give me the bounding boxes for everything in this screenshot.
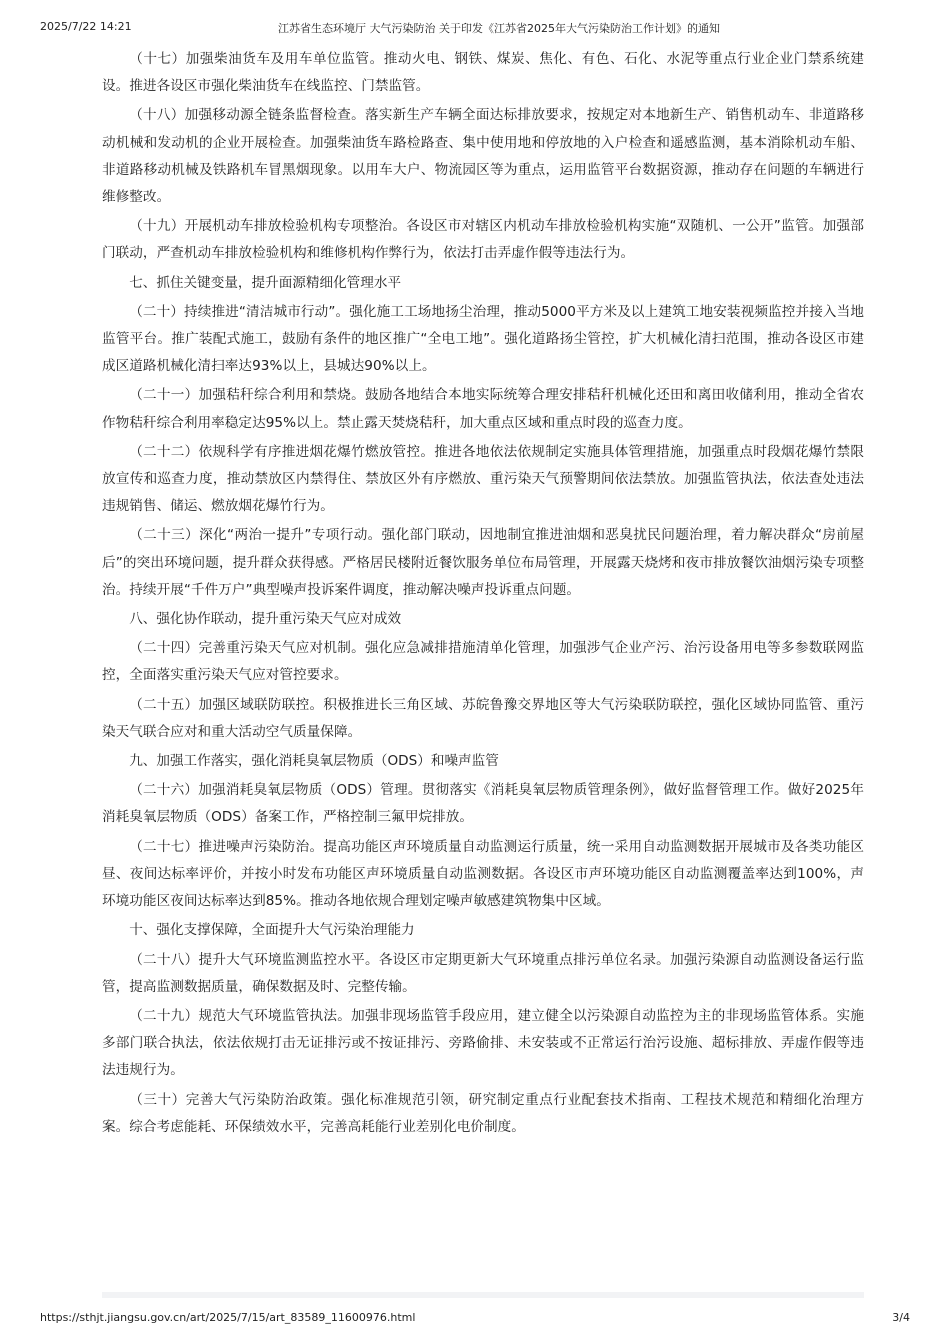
paragraph-22: （二十二）依规科学有序推进烟花爆竹燃放管控。推进各地依法依规制定实施具体管理措施，加强重点时段烟花爆竹禁限放宣传和巡查力度，推动禁放区内禁得住、禁放区外有序燃放、重污染天气预警期间依法禁放。加强监管执法，依法查处违法违规销售、储运、燃放烟花爆竹行为。 [102,443,864,515]
paragraph-19: （十九）开展机动车排放检验机构专项整治。各设区市对辖区内机动车排放检验机构实施“双随机、一公开”监管。加强部门联动，严查机动车排放检验机构和维修机构作弊行为，依法打击弄虚作假等违法行为。 [102,218,864,262]
print-header [40,20,910,40]
print-datetime: 2025/7/22 14:21 [40,20,132,33]
paragraph-26: （二十六）加强消耗臭氧层物质（ODS）管理。贯彻落实《消耗臭氧层物质管理条例》，做好监督管理工作。做好2025年消耗臭氧层物质（ODS）备案工作，严格控制三氟甲烷排放。 [102,782,864,826]
paragraph-30: （三十）完善大气污染防治政策。强化标准规范引领，研究制定重点行业配套技术指南、工程技术规范和精细化治理方案。综合考虑能耗、环保绩效水平，完善高耗能行业差别化电价制度。 [102,1091,864,1135]
paragraph-18: （十八）加强移动源全链条监督检查。落实新生产车辆全面达标排放要求，按规定对本地新生产、销售机动车、非道路移动机械和发动机的企业开展检查。加强柴油货车路检路查、集中使用地和停放地的入户检查和遥感监测，基本消除机动车船、非道路移动机械及铁路机车冒黑烟现象。以用车大户、物流园区等为重点，运用监管平台数据资源，推动存在问题的车辆进行维修整改。 [102,107,864,206]
paragraph-24: （二十四）完善重污染天气应对机制。强化应急减排措施清单化管理，加强涉气企业产污、治污设备用电等多参数联网监控，全面落实重污染天气应对管控要求。 [102,640,864,684]
page-bottom-divider [102,1292,864,1298]
print-url: https://sthjt.jiangsu.gov.cn/art/2025/7/15/art_83589_11600976.html [40,1311,416,1324]
article-body [102,46,864,1143]
paragraph-28: （二十八）提升大气环境监测监控水平。各设区市定期更新大气环境重点排污单位名录。加强污染源自动监测设备运行监管，提高监测数据质量，确保数据及时、完整传输。 [102,951,864,995]
section-heading-9: 九、加强工作落实，强化消耗臭氧层物质（ODS）和噪声监管 [129,753,499,770]
section-heading-8: 八、强化协作联动，提升重污染天气应对成效 [129,611,402,628]
paragraph-21: （二十一）加强秸秆综合利用和禁烧。鼓励各地结合本地实际统筹合理安排秸秆机械化还田和离田收储利用，推动全省农作物秸秆综合利用率稳定达95%以上。禁止露天焚烧秸秆，加大重点区域和重点时段的巡查力度。 [102,387,864,431]
paragraph-23: （二十三）深化“两治一提升”专项行动。强化部门联动，因地制宜推进油烟和恶臭扰民问题治理，着力解决群众“房前屋后”的突出环境问题，提升群众获得感。严格居民楼附近餐饮服务单位布局管理，开展露天烧烤和夜市排放餐饮油烟污染专项整治。持续开展“千件万户”典型噪声投诉案件调度，推动解决噪声投诉重点问题。 [102,527,864,598]
paragraph-27: （二十七）推进噪声污染防治。提高功能区声环境质量自动监测运行质量，统一采用自动监测数据开展城市及各类功能区昼、夜间达标率评价，并按小时发布功能区声环境质量自动监测数据。各设区市声环境功能区自动监测覆盖率达到100%，声环境功能区夜间达标率达到85%。推动各地依规合理划定噪声敏感建筑物集中区域。 [102,838,864,910]
print-page-title: 江苏省生态环境厅 大气污染防治 关于印发《江苏省2025年大气污染防治工作计划》的通知 [278,22,720,35]
section-heading-7: 七、抓住关键变量，提升面源精细化管理水平 [129,274,402,291]
paragraph-25: （二十五）加强区域联防联控。积极推进长三角区域、苏皖鲁豫交界地区等大气污染联防联控，强化区域协同监管、重污染天气联合应对和重大活动空气质量保障。 [102,696,864,740]
paragraph-17: （十七）加强柴油货车及用车单位监管。推动火电、钢铁、煤炭、焦化、有色、石化、水泥等重点行业企业门禁系统建设。推进各设区市强化柴油货车在线监控、门禁监管。 [102,51,864,95]
paragraph-20: （二十）持续推进“清洁城市行动”。强化施工工场地扬尘治理，推动5000平方米及以上建筑工地安装视频监控并接入当地监管平台。推广装配式施工，鼓励有条件的地区推广“全电工地”。强化道路扬尘管控，扩大机械化清扫范围，推动各设区市建成区道路机械化清扫率达93%以上，县城达90%以上。 [102,303,864,375]
print-page-number: 3/4 [892,1311,910,1324]
section-heading-10: 十、强化支撑保障，全面提升大气污染治理能力 [129,922,415,939]
paragraph-29: （二十九）规范大气环境监管执法。加强非现场监管手段应用，建立健全以污染源自动监控为主的非现场监管体系。实施多部门联合执法，依法依规打击无证排污或不按证排污、旁路偷排、未安装或不正常运行治污设施、超标排放、弄虚作假等违法违规行为。 [102,1007,864,1079]
print-footer [40,1311,910,1331]
